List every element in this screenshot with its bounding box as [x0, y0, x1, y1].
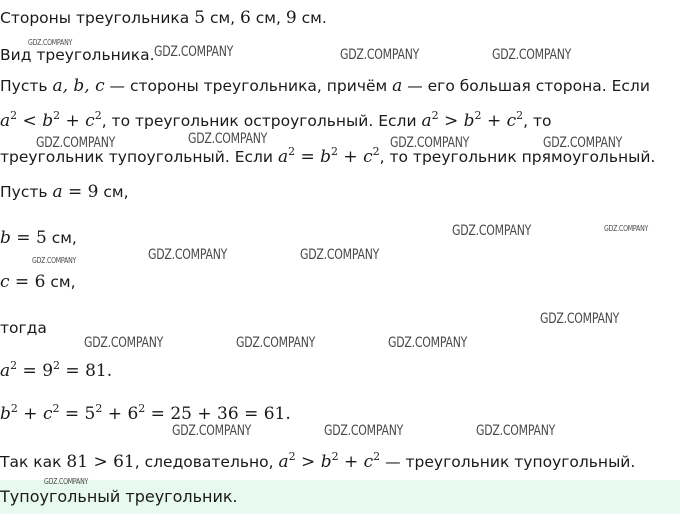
watermark: GDZ.COMPANY	[188, 131, 268, 147]
watermark: GDZ.COMPANY	[148, 247, 228, 263]
watermark: GDZ.COMPANY	[84, 335, 164, 351]
solution-text-1: Пусть a, b, c — стороны треугольника, причём a — его большая сторона. Если	[0, 76, 650, 96]
answer-text: Тупоугольный треугольник.	[0, 487, 238, 506]
equation-a-squared: $a^2 = 9^2 = 81$.	[0, 359, 113, 381]
answer-box	[0, 480, 680, 514]
solution-text-3: треугольник тупоугольный. Если $a^2 = b^2 + c^2$, то треугольник прямоугольный.	[0, 145, 656, 167]
watermark: GDZ.COMPANY	[388, 335, 468, 351]
watermark: GDZ.COMPANY	[236, 335, 316, 351]
watermark: GDZ.COMPANY	[390, 135, 470, 151]
watermark: GDZ.COMPANY	[300, 247, 380, 263]
section-heading: Вид треугольника.	[0, 46, 155, 64]
watermark: GDZ.COMPANY	[540, 311, 620, 327]
watermark: GDZ.COMPANY	[452, 223, 532, 239]
watermark: GDZ.COMPANY	[604, 224, 649, 233]
given-b: b = 5 см,	[0, 228, 77, 248]
conclusion: Так как 81 > 61, следовательно, $a^2 > b^2 + c^2$ — треугольник тупоугольный.	[0, 450, 636, 472]
watermark: GDZ.COMPANY	[154, 44, 234, 60]
problem-statement: Стороны треугольника 5 см, 6 см, 9 см.	[0, 8, 327, 28]
watermark: GDZ.COMPANY	[44, 477, 89, 486]
watermark: GDZ.COMPANY	[492, 47, 572, 63]
watermark: GDZ.COMPANY	[36, 135, 116, 151]
watermark: GDZ.COMPANY	[476, 423, 556, 439]
given-c: c = 6 см,	[0, 272, 76, 292]
equation-sum-squares: $b^2 + c^2 = 5^2 + 6^2 = 25 + 36 = 61$.	[0, 402, 291, 424]
watermark: GDZ.COMPANY	[324, 423, 404, 439]
watermark: GDZ.COMPANY	[543, 135, 623, 151]
watermark: GDZ.COMPANY	[172, 423, 252, 439]
solution-text-2: $a^2 < b^2 + c^2$, то треугольник остроугольный. Если $a^2 > b^2 + c^2$, то	[0, 109, 552, 131]
watermark: GDZ.COMPANY	[28, 38, 73, 47]
watermark: GDZ.COMPANY	[32, 256, 77, 265]
then-label: тогда	[0, 319, 47, 337]
watermark: GDZ.COMPANY	[340, 47, 420, 63]
given-a: Пусть a = 9 см,	[0, 182, 129, 202]
